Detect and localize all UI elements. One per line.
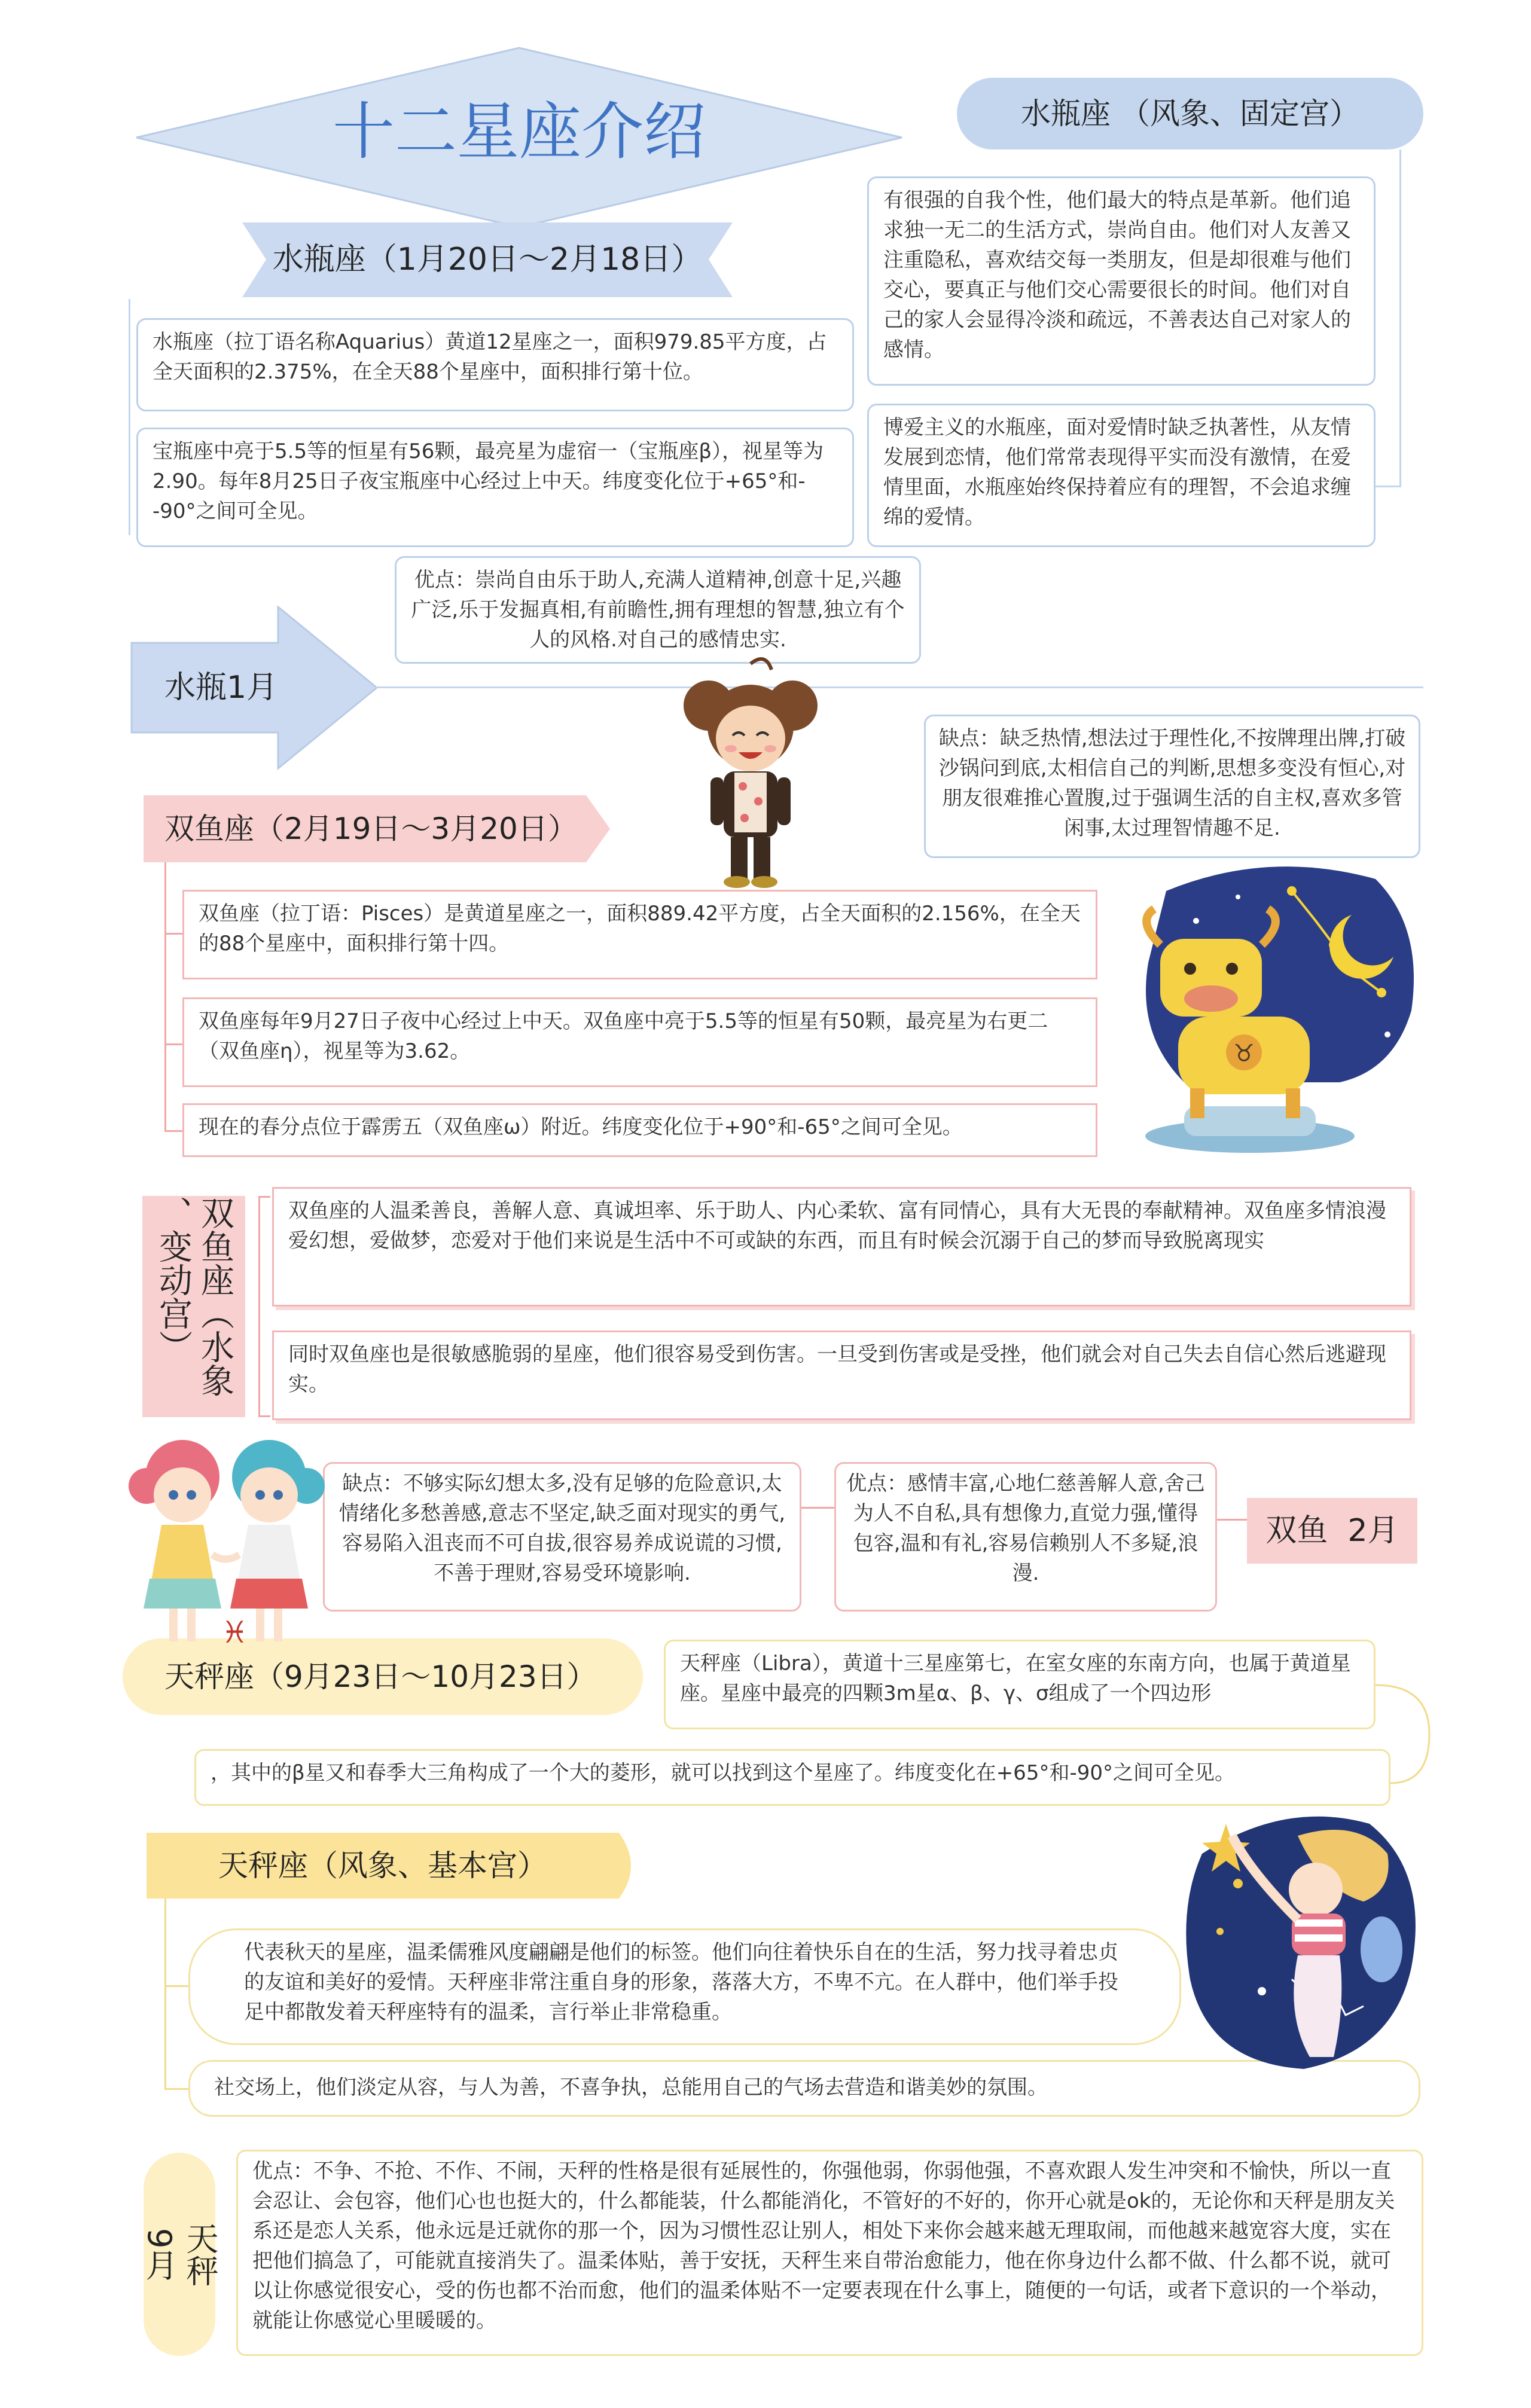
connector: [164, 1130, 182, 1132]
libra-desc1: 天秤座（Libra），黄道十三星座第七，在室女座的东南方向，也属于黄道星座。星座中最亮的四颗3m星α、β、γ、σ组成了一个四边形: [664, 1640, 1376, 1729]
connector: [164, 862, 166, 1131]
connector: [801, 1507, 834, 1509]
aquarius-side-topic[interactable]: 水瓶座 （风象、固定宫）: [957, 78, 1423, 149]
aquarius-desc2: 宝瓶座中亮于5.5等的恒星有56颗，最亮星为虚宿一（宝瓶座β），视星等为2.90。每年8月25日子夜宝瓶座中心经过上中天。纬度变化位于+65°和--90°之间可全见。: [136, 428, 854, 547]
pisces-trait1: 双鱼座的人温柔善良，善解人意、真诚坦率、乐于助人、内心柔软、富有同情心，具有大无畏的奉献精神。双鱼座多情浪漫爱幻想，爱做梦，恋爱对于他们来说是生活中不可或缺的东西，而且有时候会沉溺于自己的梦而导致脱离现实: [272, 1187, 1411, 1307]
pisces-trait2: 同时双鱼座也是很敏感脆弱的星座，他们很容易受到伤害。一旦受到伤害或是受挫，他们就会对自己失去自信心然后逃避现实。: [272, 1330, 1411, 1420]
taurus-night-illustration: [1112, 855, 1423, 1154]
libra-topic[interactable]: 天秤座（9月23日～10月23日）: [123, 1638, 643, 1715]
libra-desc-connector: [1370, 1683, 1435, 1785]
libra-pros: 优点：不争、不抢、不作、不闹，天秤的性格是很有延展性的，你强他弱，你弱他强，不喜欢跟人发生冲突和不愉快，所以一直会忍让、会包容，他们心也也挺大的，什么都能装，什么都能消化，不管好的不好的，你开心就是ok的，无论你和天秤是朋友关系还是恋人关系，他永远是迁就你的那一个，因为习惯性忍让别人，相处下来你会越来越无理取闹，而他越来越宽容大度，实在把他们搞急了，可能就直接消失了。温柔体贴，善于安抚，天秤生来自带治愈能力，他在你身边什么都不做、什么都不说，就可以让你感觉很安心，受的伤也都不治而愈，他们的温柔体贴不一定要表现在什么事上，随便的一句话，或者下意识的一个举动，就能让你感觉心里暖暖的。: [236, 2150, 1423, 2356]
libra-trait1: 代表秋天的星座，温柔儒雅风度翩翩是他们的标签。他们向往着快乐自在的生活，努力找寻着忠贞的友谊和美好的爱情。天秤座非常注重自身的形象，落落大方，不卑不亢。在人群中，他们举手投足中都散发着天秤座特有的温柔，言行举止非常稳重。: [188, 1928, 1181, 2045]
connector: [1399, 149, 1401, 487]
svg-text:♉: ♉: [1233, 1040, 1255, 1067]
libra-desc2: ，其中的β星又和春季大三角构成了一个大的菱形，就可以找到这个星座了。纬度变化在+65°和-90°之间可全见。: [194, 1749, 1390, 1806]
pisces-pros: 优点：感情丰富,心地仁慈善解人意,舍己为人不自私,具有想像力,直觉力强,懂得包容,温和有礼,容易信赖别人不多疑,浪漫.: [834, 1462, 1217, 1612]
connector: [258, 1415, 270, 1417]
pisces-desc3: 现在的春分点位于霹雳五（双鱼座ω）附近。纬度变化位于+90°和-65°之间可全见。: [182, 1103, 1097, 1157]
timeline-line: [376, 686, 1423, 688]
libra-side-topic[interactable]: 天秤座（风象、基本宫）: [218, 1848, 547, 1883]
libra-month-col1: 天秤: [181, 2222, 219, 2287]
pisces-desc1: 双鱼座（拉丁语：Pisces）是黄道星座之一，面积889.42平方度，占全天面积的2.156%，在全天的88个星座中，面积排行第十四。: [182, 890, 1097, 979]
pisces-symbol: ♓: [221, 1615, 248, 1650]
aquarius-pros: 优点：崇尚自由乐于助人,充满人道精神,创意十足,兴趣广泛,乐于发掘真相,有前瞻性,拥有理想的智慧,独立有个人的风格.对自己的感情忠实.: [395, 556, 921, 664]
pisces-vertical-title-col1: 双鱼座（水象: [196, 1196, 234, 1397]
pisces-cons: 缺点：不够实际幻想太多,没有足够的危险意识,太情绪化多愁善感,意志不坚定,缺乏面对现实的勇气,容易陷入沮丧而不可自拔,很容易养成说谎的习惯,不善于理财,容易受环境影响.: [323, 1462, 801, 1612]
aquarius-trait1: 有很强的自我个性，他们最大的特点是革新。他们追求独一无二的生活方式，崇尚自由。他们对人友善又注重隐私，喜欢结交每一类朋友，但是却很难与他们交心，要真正与他们交心需要很长的时间。他们对自己的家人会显得冷淡和疏远，不善表达自己对家人的感情。: [867, 176, 1376, 386]
starry-girl-illustration: [1166, 1800, 1429, 2075]
cartoon-kid-illustration: [676, 658, 825, 891]
connector: [1217, 1519, 1247, 1521]
connector: [164, 2088, 188, 2090]
connector: [258, 1196, 270, 1198]
libra-month-col2: 9月: [141, 2227, 178, 2281]
aquarius-month-label[interactable]: 水瓶1月: [164, 670, 278, 706]
connector: [164, 933, 182, 935]
aquarius-cons: 缺点：缺乏热情,想法过于理性化,不按牌理出牌,打破沙锅问到底,太相信自己的判断,思想多变没有恒心,对朋友很难推心置腹,过于强调生活的自主权,喜欢多管闲事,太过理智情趣不足.: [924, 715, 1420, 858]
connector: [164, 1899, 166, 2090]
connector: [164, 1043, 182, 1045]
connector: [258, 1196, 260, 1417]
pisces-month-label[interactable]: 双鱼 2月: [1247, 1498, 1417, 1564]
pisces-vertical-title: [142, 1196, 245, 1417]
connector: [129, 299, 130, 535]
libra-trait2: 社交场上，他们淡定从容，与人为善，不喜争执，总能用自己的气场去营造和谐美妙的氛围。: [188, 2060, 1420, 2117]
pisces-vertical-title-col2: 、变动宫）: [154, 1196, 193, 1363]
pisces-desc2: 双鱼座每年9月27日子夜中心经过上中天。双鱼座中亮于5.5等的恒星有50颗，最亮星为右更二（双鱼座η），视星等为3.62。: [182, 997, 1097, 1087]
libra-month-label[interactable]: [141, 2153, 219, 2356]
aquarius-desc1: 水瓶座（拉丁语名称Aquarius）黄道12星座之一，面积979.85平方度，占全天面积的2.375%，在全天88个星座中，面积排行第十位。: [136, 318, 854, 411]
aquarius-trait2: 博爱主义的水瓶座，面对爱情时缺乏执著性，从友情发展到恋情，他们常常表现得平实而没有激情，在爱情里面，水瓶座始终保持着应有的理智，不会追求缠绵的爱情。: [867, 404, 1376, 547]
aquarius-topic[interactable]: 水瓶座（1月20日～2月18日）: [272, 242, 703, 277]
connector: [164, 1985, 188, 1987]
page-title: 十二星座介绍: [332, 95, 706, 168]
pisces-topic[interactable]: 双鱼座（2月19日～3月20日）: [164, 811, 578, 846]
